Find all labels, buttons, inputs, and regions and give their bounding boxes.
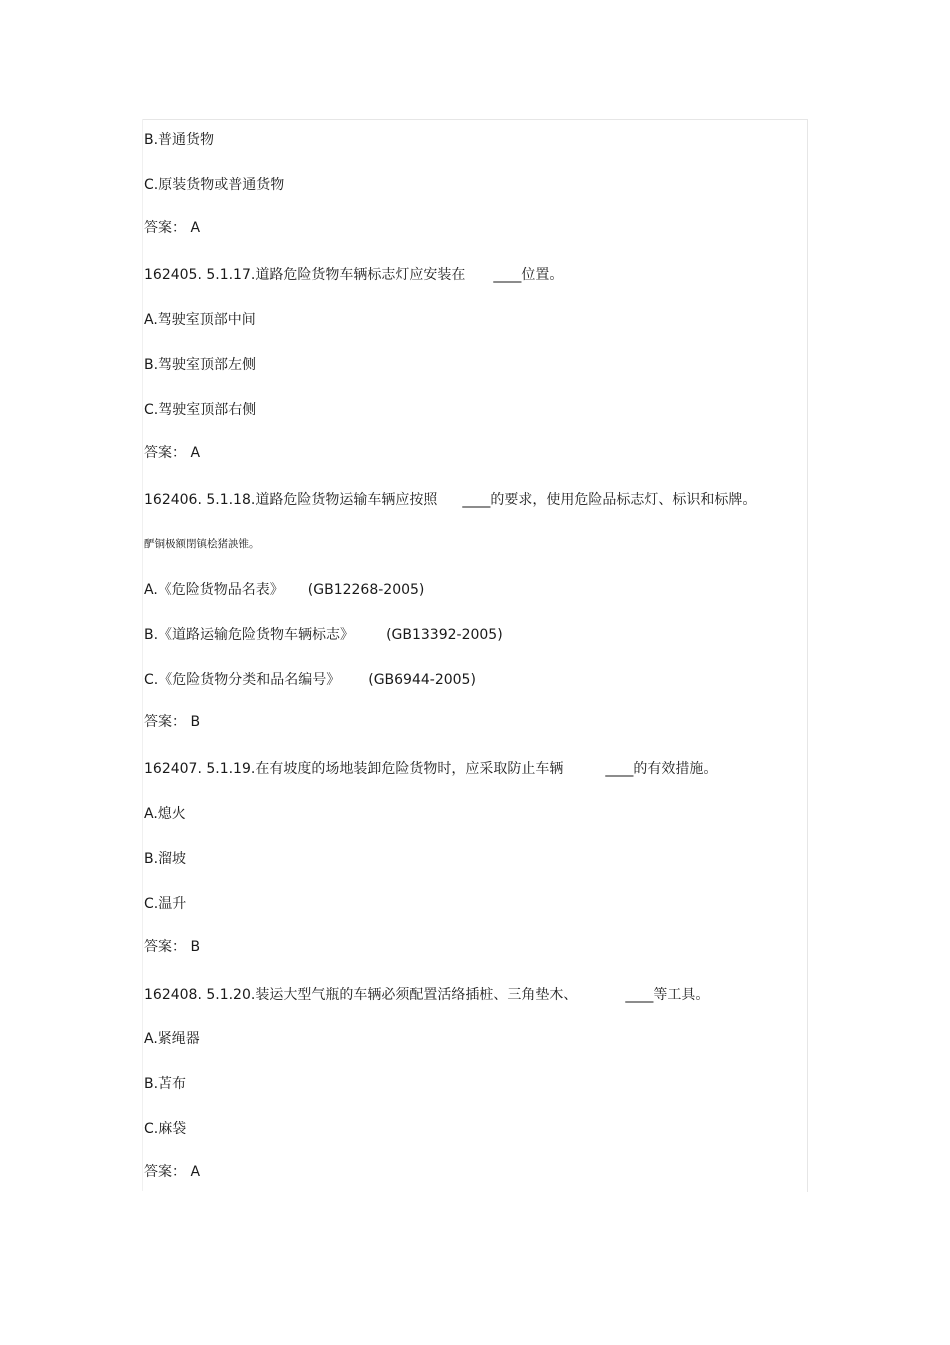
option-b-line: B.驾驶室顶部左侧 <box>144 357 257 373</box>
option-c-line: C.麻袋 <box>144 1121 187 1137</box>
option-label: C.《危险货物分类和品名编号》 <box>144 672 341 688</box>
option-b-line: B.普通货物 <box>144 132 215 148</box>
option-a-line: A.紧绳器 <box>144 1031 200 1047</box>
question-blank: ____位置。 <box>493 267 564 283</box>
question-162408 <box>144 986 709 1004</box>
option-c-line <box>144 671 476 689</box>
option-c-line: C.原装货物或普通货物 <box>144 177 285 193</box>
option-a-line: A.熄火 <box>144 806 186 822</box>
page-frame-left-edge <box>142 119 143 1191</box>
option-a-line: A.驾驶室顶部中间 <box>144 312 256 328</box>
answer-line: 答案： A <box>144 1164 201 1180</box>
question-text: 162408. 5.1.20.装运大型气瓶的车辆必须配置活络插桩、三角垫木、 <box>144 987 578 1003</box>
question-162405 <box>144 266 563 284</box>
standard-code: (GB12268-2005) <box>307 582 425 598</box>
answer-line: 答案： A <box>144 220 201 236</box>
question-blank: ____的要求，使用危险品标志灯、标识和标牌。 <box>462 492 757 508</box>
question-blank: ____的有效措施。 <box>605 761 718 777</box>
option-b-line: B.溜坡 <box>144 851 187 867</box>
question-text: 162405. 5.1.17.道路危险货物车辆标志灯应安装在 <box>144 267 466 283</box>
standard-code: (GB13392-2005) <box>386 627 503 643</box>
answer-line: 答案： B <box>144 939 201 955</box>
question-162407 <box>144 760 717 778</box>
question-text: 162407. 5.1.19.在有坡度的场地装卸危险货物时，应采取防止车辆 <box>144 761 564 777</box>
option-b-line <box>144 626 503 644</box>
option-b-line: B.苫布 <box>144 1076 187 1092</box>
garbled-text-line: 酽铜极额閉镇桧猪詇锥。 <box>144 538 260 550</box>
question-text: 162406. 5.1.18.道路危险货物运输车辆应按照 <box>144 492 438 508</box>
option-label: A.《危险货物品名表》 <box>144 582 284 598</box>
option-c-line: C.驾驶室顶部右侧 <box>144 402 257 418</box>
question-blank: ____等工具。 <box>625 987 710 1003</box>
option-a-line <box>144 581 424 599</box>
answer-line: 答案： B <box>144 714 201 730</box>
answer-line: 答案： A <box>144 445 201 461</box>
standard-code: (GB6944-2005) <box>368 672 476 688</box>
option-label: B.《道路运输危险货物车辆标志》 <box>144 627 355 643</box>
question-162406 <box>144 491 756 509</box>
option-c-line: C.温升 <box>144 896 187 912</box>
